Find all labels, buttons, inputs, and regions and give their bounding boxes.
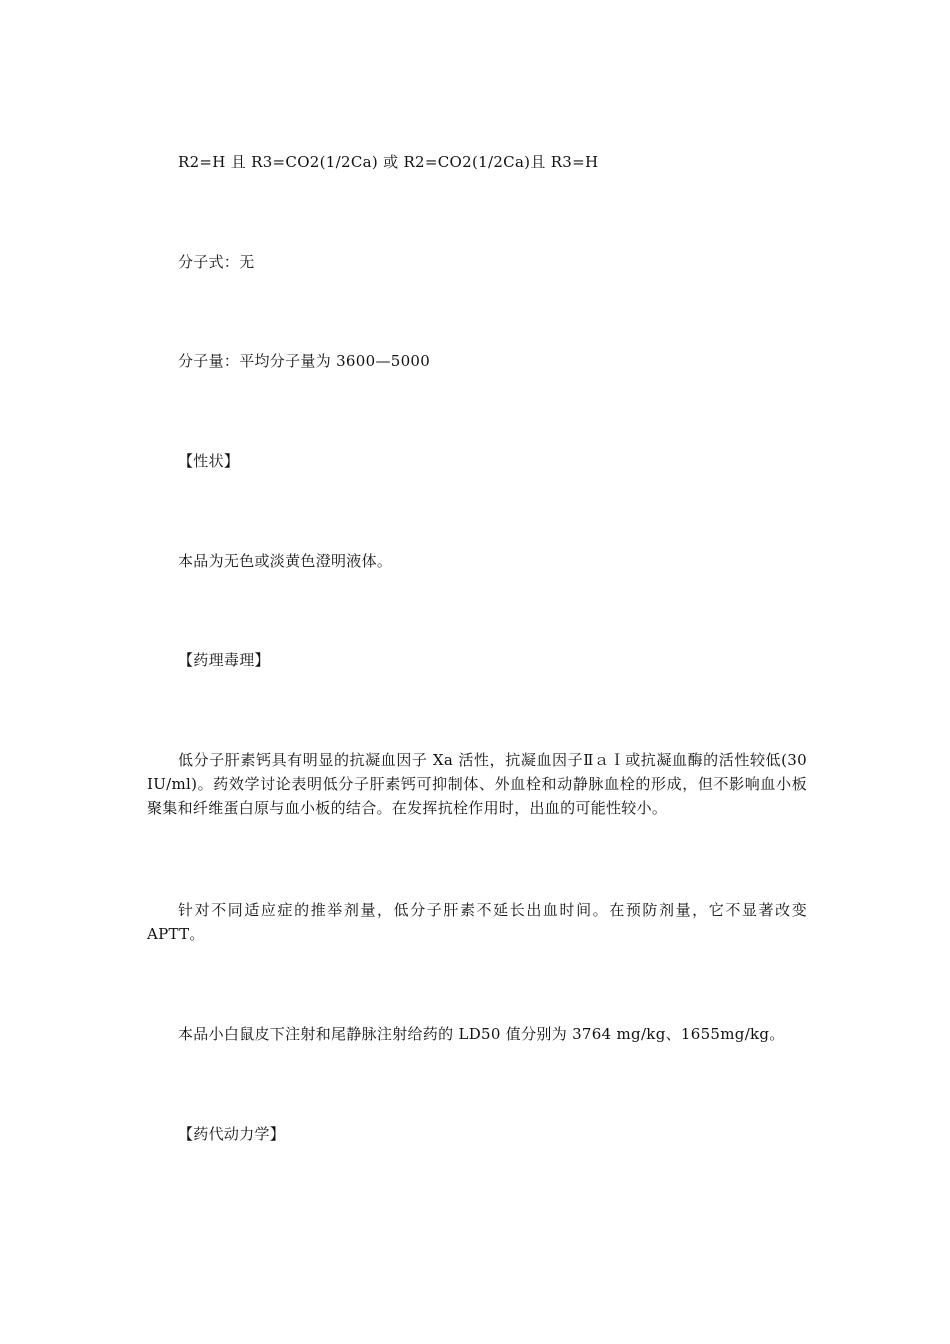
pharmacokinetics-heading: 【药代动力学】 — [178, 1125, 286, 1143]
pharmacology-paragraph-1: 低分子肝素钙具有明显的抗凝血因子 Xa 活性，抗凝血因子ⅡａＩ或抗凝血酶的活性较低(30 IU/ml)。药效学讨论表明低分子肝素钙可抑制体、外血栓和动静脉血栓的形成，但不影响血小板聚集和纤维蛋白原与血小板的结合。在发挥抗栓作用时，出血的可能性较小。 — [147, 751, 807, 817]
formula-substituents-line: R2=H 且 R3=CO2(1/2Ca) 或 R2=CO2(1/2Ca)且 R3=H — [178, 153, 599, 171]
molecular-weight-line: 分子量：平均分子量为 3600—5000 — [178, 352, 431, 370]
molecular-formula-line: 分子式：无 — [178, 253, 255, 271]
properties-text: 本品为无色或淡黄色澄明液体。 — [178, 552, 393, 570]
pharmacology-paragraph-3: 本品小白鼠皮下注射和尾静脉注射给药的 LD50 值分别为 3764 mg/kg、1655mg/kg。 — [178, 1025, 785, 1043]
pharmacology-paragraph-2: 针对不同适应症的推举剂量，低分子肝素不延长出血时间。在预防剂量，它不显著改变 APTT。 — [147, 901, 807, 943]
pharmacology-heading: 【药理毒理】 — [178, 651, 270, 669]
properties-heading: 【性状】 — [178, 452, 240, 470]
